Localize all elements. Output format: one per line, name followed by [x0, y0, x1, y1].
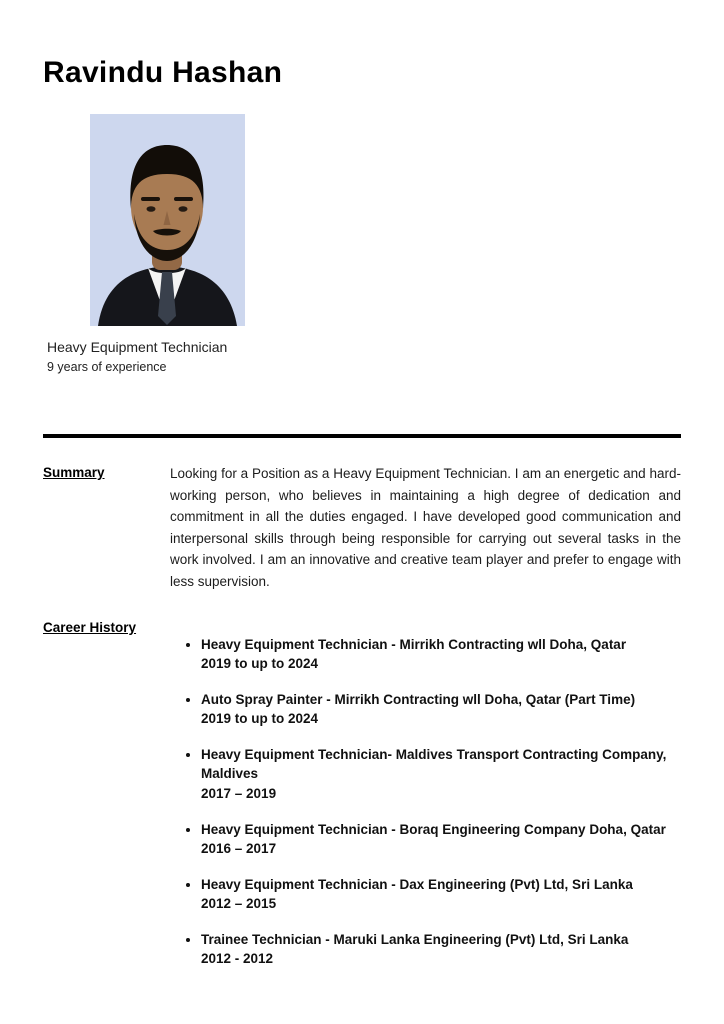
career-item-title: • Heavy Equipment Technician - Mirrikh Contracting wll Doha, Qatar: [201, 636, 627, 652]
career-item-title: • Heavy Equipment Technician- Maldives Transport Contracting Company, Maldives: [201, 746, 667, 782]
career-item-title: • Trainee Technician - Maruki Lanka Engineering (Pvt) Ltd, Sri Lanka: [201, 931, 629, 947]
career-item-title: • Heavy Equipment Technician - Boraq Engineering Company Doha, Qatar: [201, 821, 666, 837]
summary-heading: Summary: [43, 465, 105, 480]
career-item: [201, 635, 681, 674]
career-item-dates: 2019 to up to 2024: [201, 711, 319, 727]
career-item-dates: 2017 – 2019: [201, 785, 277, 801]
summary-text: Looking for a Position as a Heavy Equipment Technician. I am an energetic and hard-working person, who believes in maintaining a high degree of dedication and commitment in all the duties engaged. I have developed good communication and interpersonal skills through being responsible for carrying out several tasks in the work involved. I am an innovative and creative team player and prefer to engage with less supervision.: [170, 466, 681, 589]
career-item: [201, 930, 681, 969]
career-item-dates: 2016 – 2017: [201, 841, 277, 857]
profile-photo: [90, 114, 245, 326]
summary-section: [43, 463, 681, 593]
career-item-title: • Heavy Equipment Technician - Dax Engineering (Pvt) Ltd, Sri Lanka: [201, 876, 633, 892]
career-history-heading: Career History: [43, 619, 137, 635]
experience-line: 9 years of experience: [47, 360, 167, 374]
career-item: [201, 745, 681, 804]
career-item-dates: 2019 to up to 2024: [201, 656, 319, 672]
career-item: [201, 820, 681, 859]
career-history-section: [43, 618, 681, 985]
candidate-name: Ravindu Hashan: [43, 56, 283, 89]
career-item-dates: 2012 – 2015: [201, 896, 277, 912]
job-title: Heavy Equipment Technician: [47, 339, 228, 355]
career-item: [201, 875, 681, 914]
profile-photo-image: [90, 114, 245, 326]
career-history-list: [170, 635, 681, 969]
career-item: [201, 690, 681, 729]
section-divider: [43, 434, 681, 438]
career-item-dates: 2012 - 2012: [201, 951, 274, 967]
career-item-title: • Auto Spray Painter - Mirrikh Contracting wll Doha, Qatar (Part Time): [201, 691, 636, 707]
